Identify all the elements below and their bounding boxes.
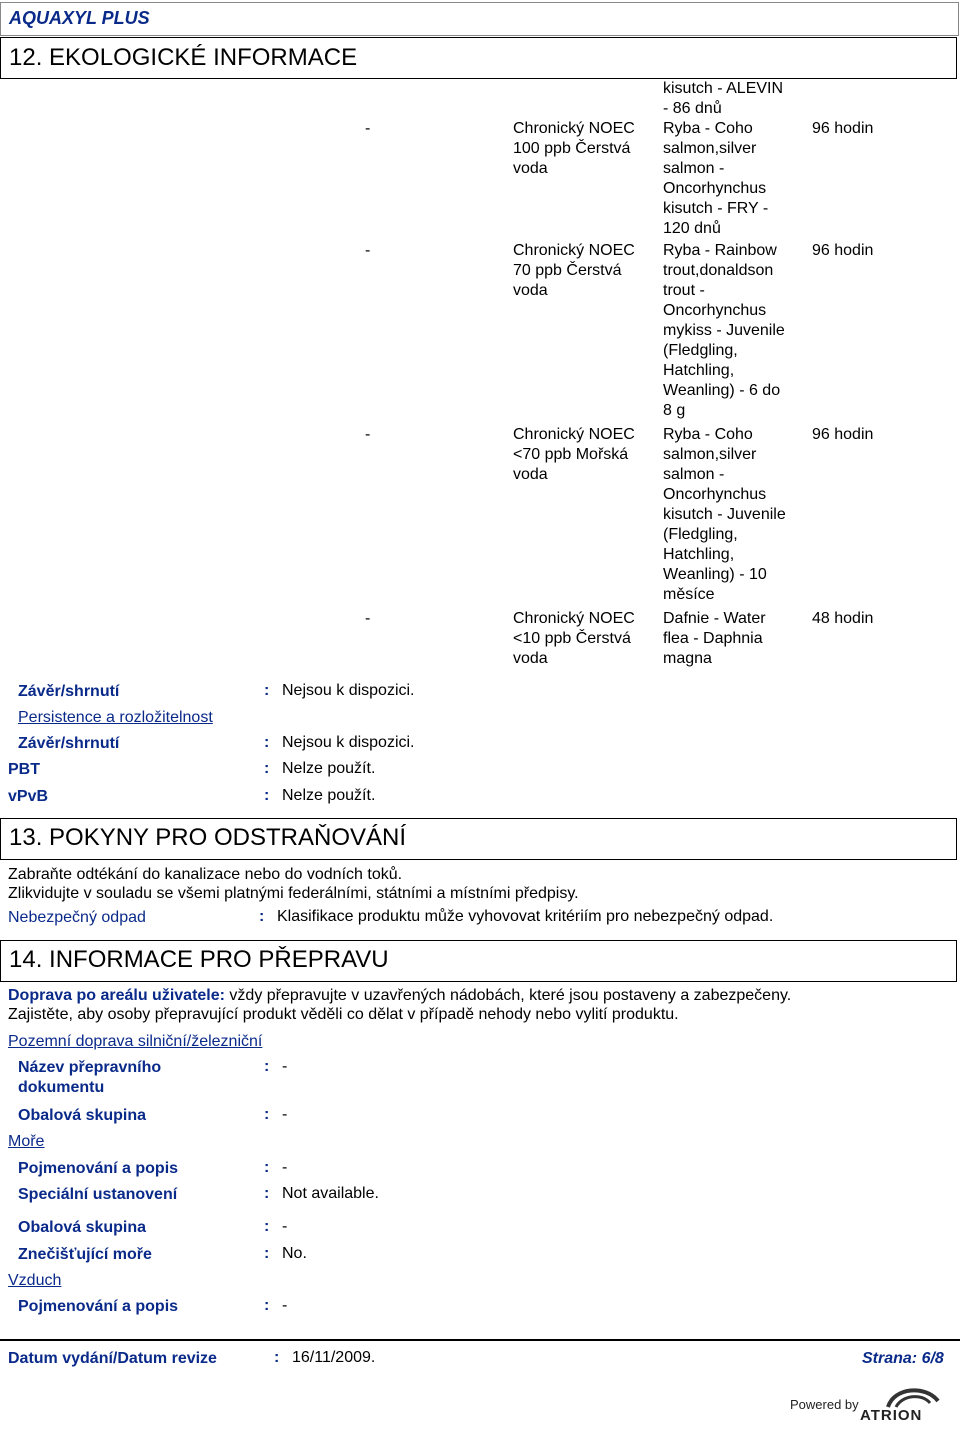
table-row-test: Chronický NOEC <10 ppb Čerstvá voda <box>513 610 635 667</box>
page-number: Strana: 6/8 <box>862 1350 944 1367</box>
colon: : <box>264 760 270 777</box>
persistence-heading: Persistence a rozložitelnost <box>18 709 213 726</box>
colon: : <box>264 1159 270 1176</box>
road-doc-label: Název přepravního dokumentu <box>18 1059 162 1096</box>
table-row-duration: 96 hodin <box>812 120 874 137</box>
revision-date-value: 16/11/2009. <box>292 1349 376 1366</box>
air-heading: Vzduch <box>8 1272 62 1289</box>
product-header <box>0 2 959 36</box>
atrion-brand: ATRION <box>860 1407 923 1424</box>
table-row-duration: 48 hodin <box>812 610 874 627</box>
sea-pollutant-value: No. <box>282 1245 307 1262</box>
product-name: AQUAXYL PLUS <box>9 8 150 28</box>
road-pack-label: Obalová skupina <box>18 1107 147 1124</box>
section-12-title: 12. EKOLOGICKÉ INFORMACE <box>9 44 358 71</box>
table-row-dash: - <box>365 426 371 443</box>
disposal-line-1: Zabraňte odtékání do kanalizace nebo do vodních toků. <box>8 866 403 883</box>
disposal-line-2: Zlikvidujte v souladu se všemi platnými federálními, státními a místními předpisy. <box>8 885 579 902</box>
summary-value: Nejsou k dispozici. <box>282 734 415 751</box>
colon: : <box>274 1349 280 1366</box>
table-row-duration: 96 hodin <box>812 242 874 259</box>
colon: : <box>264 1218 270 1235</box>
pbt-value: Nelze použít. <box>282 760 376 777</box>
air-name-label: Pojmenování a popis <box>18 1298 179 1315</box>
vpvb-label: vPvB <box>8 788 49 805</box>
table-row-dash: - <box>365 120 371 137</box>
air-name-value: - <box>282 1297 288 1314</box>
vpvb-value: Nelze použít. <box>282 787 376 804</box>
section-13-title: 13. POKYNY PRO ODSTRAŇOVÁNÍ <box>9 824 406 851</box>
summary-label: Závěr/shrnutí <box>18 735 120 752</box>
sea-name-label: Pojmenování a popis <box>18 1160 179 1177</box>
sea-pollutant-label: Znečišťující moře <box>18 1246 152 1263</box>
table-row-duration: 96 hodin <box>812 426 874 443</box>
table-row-test: Chronický NOEC 70 ppb Čerstvá voda <box>513 242 635 299</box>
sea-name-value: - <box>282 1159 288 1176</box>
colon: : <box>264 1058 270 1075</box>
colon: : <box>259 908 265 925</box>
atrion-logo <box>790 1385 950 1425</box>
colon: : <box>264 787 270 804</box>
footer-divider <box>0 1339 960 1341</box>
summary-value: Nejsou k dispozici. <box>282 682 415 699</box>
table-row-species: Dafnie - Water flea - Daphnia magna <box>663 610 766 667</box>
section-14-title: 14. INFORMACE PRO PŘEPRAVU <box>9 946 389 973</box>
road-pack-value: - <box>282 1106 288 1123</box>
table-row-dash: - <box>365 242 371 259</box>
colon: : <box>264 682 270 699</box>
sea-special-value: Not available. <box>282 1185 379 1202</box>
powered-by-text: Powered by <box>790 1397 859 1412</box>
road-doc-value: - <box>282 1058 288 1075</box>
road-heading: Pozemní doprava silniční/železniční <box>8 1033 263 1050</box>
colon: : <box>264 1245 270 1262</box>
pbt-label: PBT <box>8 761 40 778</box>
sea-pack-label: Obalová skupina <box>18 1219 147 1236</box>
hazard-waste-label: Nebezpečný odpad <box>8 909 146 926</box>
hazard-waste-value: Klasifikace produktu může vyhovovat kritériím pro nebezpečný odpad. <box>277 908 774 925</box>
colon: : <box>264 1106 270 1123</box>
table-row-species: Ryba - Coho salmon,silver salmon - Oncorhynchus kisutch - FRY - 120 dnů <box>663 120 769 237</box>
table-row-test: Chronický NOEC <70 ppb Mořská voda <box>513 426 635 483</box>
summary-label: Závěr/shrnutí <box>18 683 120 700</box>
colon: : <box>264 1185 270 1202</box>
colon: : <box>264 1297 270 1314</box>
section-14-header <box>0 940 957 982</box>
transport-line-2: Zajistěte, aby osoby přepravující produkt věděli co dělat v případě nehody nebo vylití produktu. <box>8 1006 679 1023</box>
sea-pack-value: - <box>282 1218 288 1235</box>
table-row-species: kisutch - ALEVIN - 86 dnů <box>663 80 784 117</box>
transport-text: vždy přepravujte v uzavřených nádobách, které jsou postaveny a zabezpečeny. <box>224 987 792 1004</box>
transport-paragraph <box>8 987 791 1005</box>
sea-heading: Moře <box>8 1133 45 1150</box>
table-row-species: Ryba - Coho salmon,silver salmon - Oncorhynchus kisutch - Juvenile (Fledgling, Hatchling, Weanling) - 10 měsíce <box>663 426 786 603</box>
table-row-species: Ryba - Rainbow trout,donaldson trout - Oncorhynchus mykiss - Juvenile (Fledgling, Hatchling, Weanling) - 6 do 8 g <box>663 242 785 419</box>
section-13-header <box>0 818 957 860</box>
section-12-header <box>0 37 957 79</box>
colon: : <box>264 734 270 751</box>
transport-label: Doprava po areálu uživatele: <box>8 987 225 1004</box>
sea-special-label: Speciální ustanovení <box>18 1186 178 1203</box>
table-row-dash: - <box>365 610 371 627</box>
revision-date-label: Datum vydání/Datum revize <box>8 1350 217 1367</box>
table-row-test: Chronický NOEC 100 ppb Čerstvá voda <box>513 120 635 177</box>
